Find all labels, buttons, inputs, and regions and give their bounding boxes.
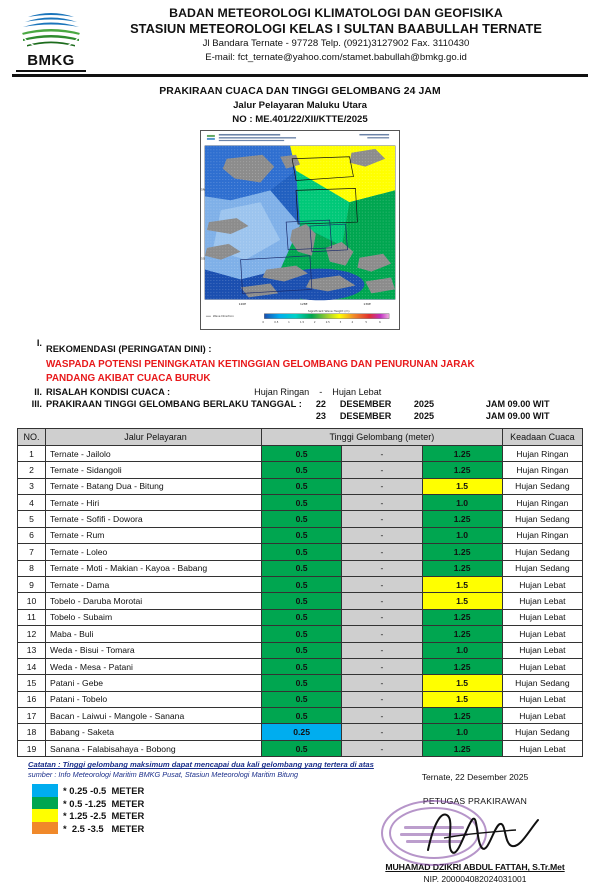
table-row bbox=[18, 560, 583, 576]
svg-text:5: 5 bbox=[365, 320, 367, 324]
svg-text:4: 4 bbox=[351, 320, 354, 324]
cell-no: 13 bbox=[18, 642, 46, 658]
cell-no: 15 bbox=[18, 675, 46, 691]
cell-wave-low: 0.5 bbox=[262, 462, 342, 478]
cell-wave-low: 0.5 bbox=[262, 478, 342, 494]
cell-route: Ternate - Rum bbox=[46, 527, 262, 543]
cell-wave-high: 1.0 bbox=[422, 527, 502, 543]
cell-wave-low: 0.5 bbox=[262, 544, 342, 560]
cell-route: Ternate - Sofifi - Dowora bbox=[46, 511, 262, 527]
forecast-table bbox=[17, 428, 583, 757]
handwritten-signature-icon bbox=[416, 802, 546, 862]
cell-no: 19 bbox=[18, 740, 46, 756]
warning-line-1: WASPADA POTENSI PENINGKATAN KETINGGIAN GELOMBANG DAN PENURUNAN JARAK bbox=[46, 358, 475, 370]
header-text-block bbox=[88, 6, 590, 65]
cell-wave-dash: - bbox=[342, 626, 422, 642]
cell-no: 10 bbox=[18, 593, 46, 609]
column-header-weather: Keadaan Cuaca bbox=[502, 429, 582, 445]
table-row bbox=[18, 691, 583, 707]
condition-label: RISALAH KONDISI CUACA : bbox=[46, 386, 171, 397]
svg-text:1: 1 bbox=[288, 320, 290, 324]
cell-wave-dash: - bbox=[342, 527, 422, 543]
column-header-no: NO. bbox=[18, 429, 46, 445]
cell-weather: Hujan Ringan bbox=[502, 495, 582, 511]
recommendation-row bbox=[36, 337, 586, 358]
cell-wave-dash: - bbox=[342, 708, 422, 724]
table-row bbox=[18, 708, 583, 724]
cell-wave-high: 1.5 bbox=[422, 675, 502, 691]
cell-no: 5 bbox=[18, 511, 46, 527]
legend-color-swatch bbox=[32, 809, 58, 822]
table-row bbox=[18, 593, 583, 609]
cell-route: Ternate - Jailolo bbox=[46, 445, 262, 461]
svg-text:136E: 136E bbox=[363, 302, 371, 307]
table-row bbox=[18, 544, 583, 560]
table-row bbox=[18, 724, 583, 740]
officer-nip: NIP. 200004082024031001 bbox=[423, 874, 527, 884]
date-year: 2025 bbox=[413, 411, 435, 422]
recommendation-number: I. bbox=[36, 337, 42, 348]
condition-dash: - bbox=[319, 386, 323, 397]
cell-wave-high: 1.0 bbox=[422, 495, 502, 511]
address-line: Jl Bandara Ternate - 97728 Telp. (0921)3127902 Fax. 3110430 bbox=[202, 38, 470, 50]
cell-wave-dash: - bbox=[342, 609, 422, 625]
legend-label: * 2.5 -3.5 METER bbox=[63, 822, 145, 834]
table-row bbox=[18, 478, 583, 494]
cell-weather: Hujan Ringan bbox=[502, 445, 582, 461]
cell-weather: Hujan Sedang bbox=[502, 675, 582, 691]
table-row bbox=[18, 740, 583, 756]
validity-number: III. bbox=[31, 398, 42, 409]
cell-wave-low: 0.5 bbox=[262, 609, 342, 625]
cell-wave-low: 0.5 bbox=[262, 626, 342, 642]
date-time: JAM 09.00 WIT bbox=[485, 411, 550, 422]
legend-color-swatch bbox=[32, 784, 58, 797]
cell-wave-dash: - bbox=[342, 445, 422, 461]
title-line-1: PRAKIRAAN CUACA DAN TINGGI GELOMBANG 24 JAM bbox=[159, 85, 441, 97]
cell-wave-high: 1.25 bbox=[422, 544, 502, 560]
cell-weather: Hujan Lebat bbox=[502, 691, 582, 707]
table-row bbox=[18, 527, 583, 543]
validity-date-line bbox=[316, 410, 550, 422]
cell-weather: Hujan Lebat bbox=[502, 609, 582, 625]
bmkg-logo bbox=[14, 6, 88, 72]
cell-weather: Hujan Lebat bbox=[502, 708, 582, 724]
document-footer bbox=[0, 760, 600, 884]
signature-block bbox=[360, 772, 590, 884]
info-section bbox=[0, 337, 600, 423]
table-row bbox=[18, 609, 583, 625]
svg-text:128E: 128E bbox=[300, 302, 308, 307]
cell-wave-dash: - bbox=[342, 593, 422, 609]
wave-height-map-image bbox=[201, 131, 399, 329]
table-row bbox=[18, 675, 583, 691]
date-day: 22 bbox=[315, 398, 326, 409]
cell-wave-dash: - bbox=[342, 478, 422, 494]
cell-route: Patani - Gebe bbox=[46, 675, 262, 691]
cell-route: Weda - Bisui - Tomara bbox=[46, 642, 262, 658]
table-header-row bbox=[18, 429, 583, 445]
validity-label: PRAKIRAAN TINGGI GELOMBANG BERLAKU TANGGAL : bbox=[46, 398, 302, 409]
bmkg-logo-text: BMKG bbox=[27, 52, 75, 69]
cell-wave-high: 1.5 bbox=[422, 576, 502, 592]
cell-wave-low: 0.5 bbox=[262, 527, 342, 543]
cell-wave-low: 0.5 bbox=[262, 675, 342, 691]
cell-wave-high: 1.25 bbox=[422, 511, 502, 527]
cell-wave-high: 1.25 bbox=[422, 609, 502, 625]
cell-wave-dash: - bbox=[342, 724, 422, 740]
footnote-source: sumber : Info Meteorologi Maritim BMKG Pusat, Stasiun Meteorologi Maritim Bitung bbox=[28, 770, 299, 780]
condition-to: Hujan Lebat bbox=[332, 386, 382, 397]
cell-wave-high: 1.25 bbox=[422, 708, 502, 724]
legend-label: * 0.5 -1.25 METER bbox=[63, 797, 145, 809]
cell-wave-dash: - bbox=[342, 576, 422, 592]
cell-route: Ternate - Dama bbox=[46, 576, 262, 592]
legend-label: * 1.25 -2.5 METER bbox=[63, 810, 145, 822]
svg-text:Wave Direction: Wave Direction bbox=[212, 313, 234, 318]
cell-no: 1 bbox=[18, 445, 46, 461]
cell-no: 11 bbox=[18, 609, 46, 625]
document-header bbox=[0, 0, 600, 72]
cell-route: Bacan - Laiwui - Mangole - Sanana bbox=[46, 708, 262, 724]
table-row bbox=[18, 445, 583, 461]
cell-weather: Hujan Lebat bbox=[502, 642, 582, 658]
cell-route: Ternate - Sidangoli bbox=[46, 462, 262, 478]
cell-no: 16 bbox=[18, 691, 46, 707]
cell-weather: Hujan Ringan bbox=[502, 527, 582, 543]
validity-dates bbox=[316, 398, 550, 423]
cell-wave-high: 1.5 bbox=[422, 691, 502, 707]
svg-text:2: 2 bbox=[313, 320, 316, 324]
date-month: DESEMBER bbox=[339, 398, 392, 409]
cell-route: Tobelo - Daruba Morotai bbox=[46, 593, 262, 609]
forecast-table-head bbox=[18, 429, 583, 445]
table-row bbox=[18, 642, 583, 658]
cell-wave-low: 0.5 bbox=[262, 642, 342, 658]
cell-route: Maba - Buli bbox=[46, 626, 262, 642]
cell-wave-dash: - bbox=[342, 642, 422, 658]
recommendation-label: REKOMENDASI (PERINGATAN DINI) : bbox=[46, 343, 212, 354]
document-title bbox=[0, 84, 600, 128]
cell-weather: Hujan Lebat bbox=[502, 626, 582, 642]
cell-wave-dash: - bbox=[342, 560, 422, 576]
cell-route: Sanana - Falabisahaya - Bobong bbox=[46, 740, 262, 756]
cell-no: 3 bbox=[18, 478, 46, 494]
cell-no: 18 bbox=[18, 724, 46, 740]
cell-weather: Hujan Sedang bbox=[502, 478, 582, 494]
document-number: NO : ME.401/22/XII/KTTE/2025 bbox=[232, 114, 368, 126]
cell-no: 4 bbox=[18, 495, 46, 511]
cell-route: Ternate - Hiri bbox=[46, 495, 262, 511]
cell-wave-dash: - bbox=[342, 495, 422, 511]
cell-weather: Hujan Sedang bbox=[502, 544, 582, 560]
cell-wave-dash: - bbox=[342, 740, 422, 756]
agency-name: BADAN METEOROLOGI KLIMATOLOGI DAN GEOFISIKA bbox=[169, 6, 503, 20]
cell-wave-low: 0.5 bbox=[262, 445, 342, 461]
cell-wave-low: 0.5 bbox=[262, 511, 342, 527]
svg-text:Significant Wave Height (m): Significant Wave Height (m) bbox=[307, 308, 350, 313]
legend-color-swatch bbox=[32, 797, 58, 810]
cell-wave-high: 1.25 bbox=[422, 560, 502, 576]
cell-wave-low: 0.5 bbox=[262, 495, 342, 511]
cell-no: 12 bbox=[18, 626, 46, 642]
cell-no: 17 bbox=[18, 708, 46, 724]
officer-name: MUHAMAD DZIKRI ABDUL FATTAH, S.Tr.Met bbox=[385, 862, 565, 873]
validity-date-row bbox=[31, 398, 586, 423]
email-line: E-mail: fct_ternate@yahoo.com/stamet.babullah@bmkg.go.id bbox=[205, 51, 467, 63]
cell-wave-dash: - bbox=[342, 658, 422, 674]
svg-text:0: 0 bbox=[262, 320, 265, 324]
cell-no: 14 bbox=[18, 658, 46, 674]
cell-wave-low: 0.5 bbox=[262, 708, 342, 724]
legend-item bbox=[32, 809, 144, 822]
validity-date-line bbox=[316, 398, 550, 410]
legend-item bbox=[32, 822, 144, 835]
cell-route: Ternate - Batang Dua - Bitung bbox=[46, 478, 262, 494]
svg-text:6: 6 bbox=[379, 320, 381, 324]
cell-weather: Hujan Sedang bbox=[502, 724, 582, 740]
cell-no: 7 bbox=[18, 544, 46, 560]
legend-label: * 0.25 -0.5 METER bbox=[63, 785, 145, 797]
cell-wave-high: 1.0 bbox=[422, 724, 502, 740]
table-row bbox=[18, 495, 583, 511]
cell-wave-high: 1.0 bbox=[422, 642, 502, 658]
cell-wave-low: 0.25 bbox=[262, 724, 342, 740]
cell-weather: Hujan Lebat bbox=[502, 576, 582, 592]
cell-wave-low: 0.5 bbox=[262, 691, 342, 707]
cell-route: Tobelo - Subaim bbox=[46, 609, 262, 625]
date-time: JAM 09.00 WIT bbox=[485, 398, 550, 409]
column-header-route: Jalur Pelayaran bbox=[46, 429, 262, 445]
table-row bbox=[18, 658, 583, 674]
title-line-2: Jalur Pelayaran Maluku Utara bbox=[233, 99, 367, 111]
legend-item bbox=[32, 784, 144, 797]
date-day: 23 bbox=[315, 411, 326, 422]
column-header-wave: Tinggi Gelombang (meter) bbox=[262, 429, 503, 445]
cell-route: Ternate - Loleo bbox=[46, 544, 262, 560]
cell-wave-high: 1.25 bbox=[422, 462, 502, 478]
svg-text:5N: 5N bbox=[201, 187, 206, 192]
cell-route: Patani - Tobelo bbox=[46, 691, 262, 707]
cell-weather: Hujan Sedang bbox=[502, 511, 582, 527]
cell-weather: Hujan Ringan bbox=[502, 462, 582, 478]
table-row bbox=[18, 626, 583, 642]
svg-text:5S: 5S bbox=[201, 256, 205, 261]
cell-weather: Hujan Sedang bbox=[502, 560, 582, 576]
weather-condition-row bbox=[34, 386, 586, 398]
svg-text:120E: 120E bbox=[238, 302, 247, 307]
cell-wave-dash: - bbox=[342, 691, 422, 707]
cell-route: Babang - Saketa bbox=[46, 724, 262, 740]
logo-underline bbox=[16, 70, 86, 72]
table-row bbox=[18, 576, 583, 592]
cell-no: 2 bbox=[18, 462, 46, 478]
cell-wave-high: 1.25 bbox=[422, 658, 502, 674]
legend-item bbox=[32, 797, 144, 810]
cell-route: Ternate - Moti - Makian - Kayoa - Babang bbox=[46, 560, 262, 576]
wave-height-legend bbox=[32, 784, 144, 834]
date-year: 2025 bbox=[413, 398, 435, 409]
legend-color-swatch bbox=[32, 822, 58, 835]
svg-text:0.5: 0.5 bbox=[274, 320, 279, 324]
bmkg-globe-icon bbox=[18, 8, 84, 52]
cell-no: 9 bbox=[18, 576, 46, 592]
cell-wave-low: 0.5 bbox=[262, 740, 342, 756]
cell-wave-low: 0.5 bbox=[262, 593, 342, 609]
cell-wave-dash: - bbox=[342, 462, 422, 478]
wave-height-map bbox=[200, 130, 400, 330]
svg-text:1.5: 1.5 bbox=[300, 320, 305, 324]
cell-wave-high: 1.5 bbox=[422, 478, 502, 494]
svg-text:2.5: 2.5 bbox=[325, 320, 330, 324]
table-row bbox=[18, 462, 583, 478]
cell-wave-dash: - bbox=[342, 544, 422, 560]
cell-weather: Hujan Lebat bbox=[502, 593, 582, 609]
forecast-table-body bbox=[18, 445, 583, 756]
cell-wave-high: 1.25 bbox=[422, 626, 502, 642]
cell-no: 8 bbox=[18, 560, 46, 576]
date-month: DESEMBER bbox=[339, 411, 392, 422]
cell-route: Weda - Mesa - Patani bbox=[46, 658, 262, 674]
cell-weather: Hujan Lebat bbox=[502, 740, 582, 756]
signature-place-date: Ternate, 22 Desember 2025 bbox=[421, 772, 529, 783]
cell-no: 6 bbox=[18, 527, 46, 543]
cell-wave-high: 1.5 bbox=[422, 593, 502, 609]
condition-number: II. bbox=[34, 386, 42, 397]
cell-wave-low: 0.5 bbox=[262, 658, 342, 674]
cell-wave-low: 0.5 bbox=[262, 560, 342, 576]
cell-wave-low: 0.5 bbox=[262, 576, 342, 592]
warning-line-2: PANDANG AKIBAT CUACA BURUK bbox=[46, 372, 211, 384]
cell-wave-high: 1.25 bbox=[422, 445, 502, 461]
table-row bbox=[18, 511, 583, 527]
svg-text:3: 3 bbox=[339, 320, 342, 324]
footnote-max-wave: Catatan : Tinggi gelombang maksimum dapat mencapai dua kali gelombang yang tertera di atas bbox=[28, 760, 374, 770]
condition-from: Hujan Ringan bbox=[254, 386, 310, 397]
cell-wave-dash: - bbox=[342, 511, 422, 527]
cell-wave-dash: - bbox=[342, 675, 422, 691]
station-name: STASIUN METEOROLOGI KELAS I SULTAN BAABULLAH TERNATE bbox=[130, 21, 542, 37]
header-divider bbox=[12, 74, 588, 77]
signature-role: PETUGAS PRAKIRAWAN bbox=[422, 796, 528, 807]
cell-weather: Hujan Lebat bbox=[502, 658, 582, 674]
cell-wave-high: 1.25 bbox=[422, 740, 502, 756]
